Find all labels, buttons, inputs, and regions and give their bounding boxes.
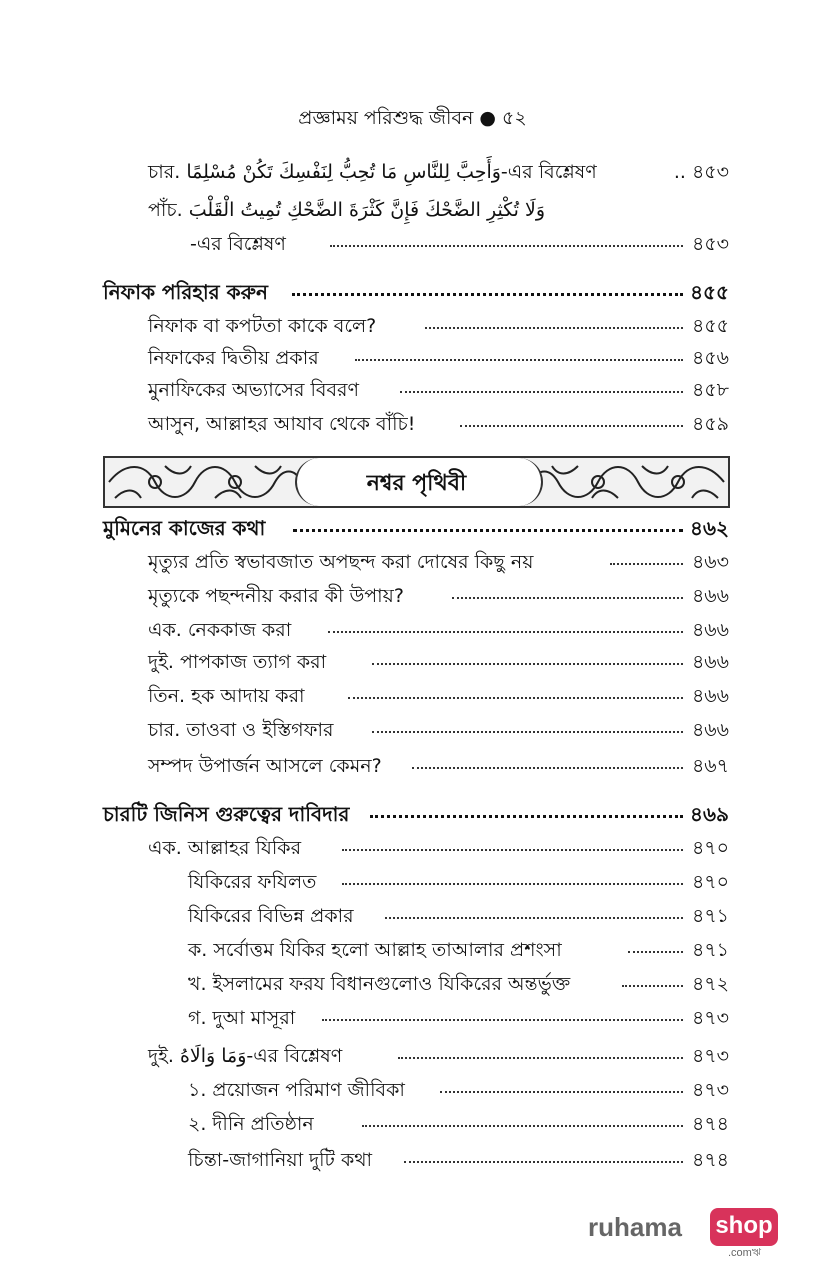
toc-entry-page: ৪৬৬ [691, 719, 729, 741]
toc-entry-page: ৪৫৮ [692, 379, 729, 401]
toc-section-page: ৪৫৫ [690, 280, 729, 304]
dot-leader [372, 663, 683, 665]
toc-entry[interactable] [0, 228, 825, 260]
toc-entry-label: দুই. পাপকাজ ত্যাগ করা [148, 651, 327, 673]
dot-leader [342, 849, 683, 851]
toc-entry[interactable] [0, 1002, 825, 1034]
dot-leader [440, 1091, 683, 1093]
toc-entry-label: মৃত্যুকে পছন্দনীয় করার কী উপায়? [148, 585, 404, 607]
dot-leader [370, 815, 683, 818]
toc-entry-label: ক. সর্বোত্তম যিকির হলো আল্লাহ তাআলার প্রশংসা [188, 939, 562, 961]
toc-entry-label: পাঁচ. وَلَا تُكْثِرِ الضَّحْكَ فَإِنَّ كَثْرَةَ الضَّحْكِ تُمِيتُ الْقَلْبَ [148, 199, 546, 221]
dot-leader [342, 883, 683, 885]
toc-entry-page: ৪৫৫ [692, 315, 729, 337]
toc-entry-page: ৪৫৬ [691, 347, 729, 369]
toc-entry[interactable] [0, 546, 825, 578]
dot-leader [322, 1019, 683, 1021]
toc-entry-page: ৪৭৩ [691, 1007, 729, 1029]
toc-entry-page: .. ৪৫৩ [673, 161, 729, 183]
toc-entry[interactable] [0, 680, 825, 712]
toc-entry-label: মুনাফিকের অভ্যাসের বিবরণ [148, 379, 359, 401]
toc-entry-label: যিকিরের বিভিন্ন প্রকার [188, 905, 354, 927]
toc-entry-label: খ. ইসলামের ফরয বিধানগুলোও যিকিরের অন্তর্ভুক্ত [188, 973, 571, 995]
toc-entry[interactable] [0, 310, 825, 342]
toc-entry-page: ৪৭১ [691, 939, 729, 961]
toc-entry-page: ৪৬৩ [691, 551, 729, 573]
toc-entry-page: ৪৭০ [691, 837, 729, 859]
toc-entry-label: এক. আল্লাহর যিকির [148, 837, 302, 859]
dot-leader [292, 293, 683, 296]
toc-entry-label: তিন. হক আদায় করা [148, 685, 305, 707]
toc-entry-label: চার. وَأَحِبَّ لِلنَّاسِ مَا تُحِبُّ لِنَفْسِكَ تَكُنْ مُسْلِمًا-এর বিশ্লেষণ [148, 161, 597, 183]
dot-leader [628, 951, 683, 953]
toc-entry-page: ৪৬৬ [691, 685, 729, 707]
toc-entry-label: সম্পদ উপার্জন আসলে কেমন? [148, 755, 382, 777]
dot-leader [622, 985, 683, 987]
toc-entry[interactable] [0, 1074, 825, 1106]
toc-section[interactable] [0, 276, 825, 308]
toc-entry[interactable] [0, 866, 825, 898]
toc-entry-page: ৪৭৪ [691, 1113, 729, 1135]
toc-entry-page: ৪৭৪ [691, 1149, 729, 1171]
toc-entry[interactable] [0, 374, 825, 406]
dot-leader [400, 391, 683, 393]
toc-entry-label: গ. দুআ মাসূরা [188, 1007, 296, 1029]
logo-suffix: .comঋ [728, 1247, 761, 1259]
toc-entry-label: যিকিরের ফযিলত [188, 871, 317, 893]
toc-entry-label: -এর বিশ্লেষণ [190, 233, 286, 255]
dot-leader [398, 1057, 683, 1059]
toc-entry-label: ২. দীনি প্রতিষ্ঠান [188, 1113, 314, 1135]
dot-leader [404, 1161, 683, 1163]
toc-entry[interactable] [0, 646, 825, 678]
toc-entry-page: ৪৭০ [691, 871, 729, 893]
toc-entry[interactable] [0, 408, 825, 440]
toc-entry[interactable] [0, 342, 825, 374]
dot-leader [362, 1125, 683, 1127]
toc-entry-page: ৪৭২ [691, 973, 729, 995]
toc-entry[interactable] [0, 580, 825, 612]
logo-text-right: shop [710, 1208, 778, 1246]
toc-entry-page: ৪৭১ [691, 905, 729, 927]
toc-section-label: চারটি জিনিস গুরুত্বের দাবিদার [103, 802, 350, 826]
toc-entry[interactable] [0, 714, 825, 746]
logo-text-left: ruhama [588, 1212, 682, 1242]
toc-entry[interactable] [0, 832, 825, 864]
toc-entry-page: ৪৭৩ [691, 1045, 729, 1067]
chapter-title: নশ্বর পৃথিবী [366, 471, 467, 496]
toc-section-label: নিফাক পরিহার করুন [103, 280, 268, 304]
toc-entry[interactable] [0, 156, 825, 188]
toc-entry-page: ৪৬৬ [691, 651, 729, 673]
toc-entry-label: নিফাক বা কপটতা কাকে বলে? [148, 315, 377, 337]
toc-entry[interactable] [0, 900, 825, 932]
dot-leader [355, 359, 683, 361]
toc-entry-label: চার. তাওবা ও ইস্তিগফার [148, 719, 334, 741]
dot-leader [460, 425, 683, 427]
toc-section-label: মুমিনের কাজের কথা [103, 516, 266, 540]
dot-leader [385, 917, 683, 919]
toc-section-page: ৪৬২ [690, 516, 729, 540]
dot-leader [348, 697, 683, 699]
toc-section[interactable] [0, 512, 825, 544]
dot-leader [372, 731, 683, 733]
toc-entry[interactable] [0, 968, 825, 1000]
dot-leader [452, 597, 683, 599]
dot-leader [328, 631, 683, 633]
chapter-banner [103, 456, 730, 508]
toc-entry-page: ৪৫৩ [691, 233, 729, 255]
toc-entry-label: ১. প্রয়োজন পরিমাণ জীবিকা [188, 1079, 405, 1101]
toc-entry-page: ৪৬৬ [691, 619, 729, 641]
toc-entry-label: নিফাকের দ্বিতীয় প্রকার [148, 347, 319, 369]
toc-entry[interactable] [0, 614, 825, 646]
toc-entry-page: ৪৭৩ [691, 1079, 729, 1101]
dot-leader [610, 563, 683, 565]
toc-entry-label: চিন্তা-জাগানিয়া দুটি কথা [188, 1149, 373, 1171]
running-header: প্রজ্ঞাময় পরিশুদ্ধ জীবন ● ৫২ [298, 107, 527, 129]
toc-section-page: ৪৬৯ [690, 802, 729, 826]
toc-section[interactable] [0, 798, 825, 830]
toc-entry[interactable] [0, 750, 825, 782]
toc-entry[interactable] [0, 1144, 825, 1176]
dot-leader [330, 245, 683, 247]
toc-entry-page: ৪৫৯ [692, 413, 729, 435]
toc-entry[interactable] [0, 194, 825, 226]
toc-entry-label: আসুন, আল্লাহর আযাব থেকে বাঁচি! [148, 413, 416, 435]
toc-entry-page: ৪৬৬ [691, 585, 729, 607]
toc-entry[interactable] [0, 934, 825, 966]
dot-leader [412, 767, 683, 769]
toc-entry-label: দুই. وَمَا وَالَاهُ-এর বিশ্লেষণ [148, 1045, 343, 1067]
dot-leader [293, 529, 683, 532]
toc-entry[interactable] [0, 1040, 825, 1072]
dot-leader [425, 327, 683, 329]
toc-entry-page: ৪৬৭ [691, 755, 729, 777]
toc-entry-label: মৃত্যুর প্রতি স্বভাবজাত অপছন্দ করা দোষের কিছু নয় [148, 551, 534, 573]
toc-entry-label: এক. নেককাজ করা [148, 619, 292, 641]
toc-entry[interactable] [0, 1108, 825, 1140]
